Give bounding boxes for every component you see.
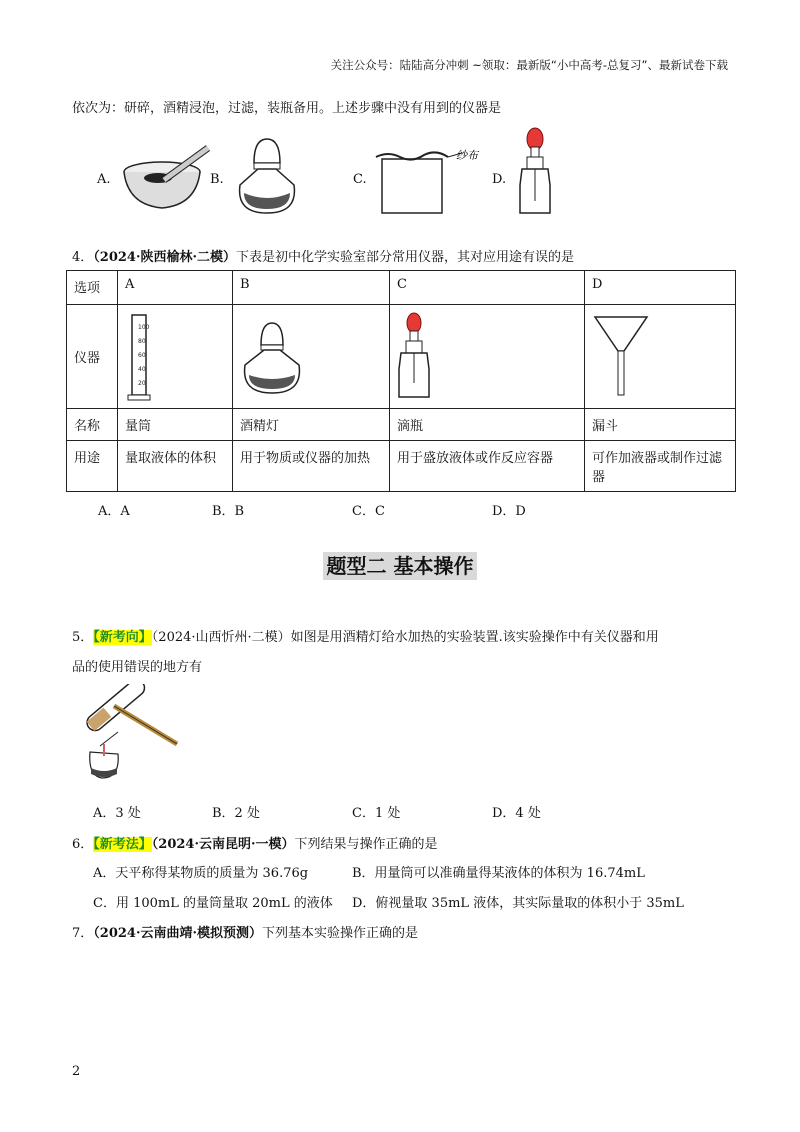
cylinder-mark: 60 bbox=[138, 352, 146, 359]
row-label: 名称 bbox=[67, 409, 118, 441]
table-cell: 滴瓶 bbox=[390, 409, 585, 441]
header-note: 关注公众号：陆陆高分冲刺 ~领取：最新版“小中高考-总复习”、最新试卷下载 bbox=[330, 58, 728, 72]
q4-instrument-table bbox=[66, 270, 736, 492]
cylinder-mark: 80 bbox=[138, 338, 146, 345]
alcohol-lamp-image bbox=[237, 319, 307, 399]
q5-number: 5． bbox=[72, 630, 94, 645]
q6-number: 6． bbox=[72, 837, 94, 852]
q4-number: 4． bbox=[72, 250, 94, 265]
q3-option-b: B. bbox=[210, 172, 224, 187]
q6-stem: 下列结果与操作正确的是 bbox=[294, 837, 438, 852]
table-cell: C bbox=[390, 271, 585, 305]
page-number: 2 bbox=[72, 1064, 81, 1079]
q5-question bbox=[72, 626, 659, 645]
beaker-gauze-image bbox=[370, 145, 480, 217]
table-cell: 酒精灯 bbox=[233, 409, 390, 441]
table-cell bbox=[585, 305, 736, 409]
table-cell bbox=[118, 305, 233, 409]
q5-answer-d: D．4 处 bbox=[492, 806, 541, 821]
row-label: 仪器 bbox=[67, 305, 118, 409]
cylinder-mark: 40 bbox=[138, 366, 146, 373]
q4-answer-d: D．D bbox=[492, 504, 526, 519]
alcohol-lamp-image bbox=[232, 133, 302, 218]
q4-stem: 下表是初中化学实验室部分常用仪器，其对应用途有误的是 bbox=[236, 250, 575, 265]
gauze-label: 纱布 bbox=[456, 149, 478, 162]
q7-number: 7． bbox=[72, 926, 94, 941]
q6-option-c: C．用 100mL 的量筒量取 20mL 的液体 bbox=[93, 896, 333, 911]
section-title bbox=[0, 550, 800, 579]
table-cell: 量取液体的体积 bbox=[118, 441, 233, 492]
row-label: 用途 bbox=[67, 441, 118, 492]
section-title-text: 题型二 基本操作 bbox=[323, 552, 478, 580]
cylinder-mark: 100 bbox=[138, 324, 150, 331]
q7-stem: 下列基本实验操作正确的是 bbox=[262, 926, 419, 941]
dropper-bottle-image bbox=[510, 125, 560, 217]
q3-stem-line: 依次为：研碎，酒精浸泡，过滤，装瓶备用。上述步骤中没有用到的仪器是 bbox=[72, 101, 502, 116]
table-cell: D bbox=[585, 271, 736, 305]
q6-option-b: B．用量筒可以准确量得某液体的体积为 16.74mL bbox=[352, 866, 645, 881]
table-cell: 量筒 bbox=[118, 409, 233, 441]
q5-stem-line2: 品的使用错误的地方有 bbox=[72, 660, 203, 675]
table-row-instrument bbox=[67, 305, 736, 409]
table-cell: 漏斗 bbox=[585, 409, 736, 441]
q6-option-d: D．俯视量取 35mL 液体，其实际量取的体积小于 35mL bbox=[352, 896, 684, 911]
q3-option-d: D. bbox=[492, 172, 507, 187]
q5-stem-line1: （2024·山西忻州·二模）如图是用酒精灯给水加热的实验装置.该实验操作中有关仪器和用 bbox=[151, 630, 659, 645]
q6-tag: 【新考法】 bbox=[93, 837, 152, 852]
table-cell: 用于盛放液体或作反应容器 bbox=[390, 441, 585, 492]
row-label: 选项 bbox=[67, 271, 118, 305]
q5-answer-a: A．3 处 bbox=[93, 806, 141, 821]
funnel-image bbox=[591, 313, 651, 399]
q7-question bbox=[72, 922, 418, 941]
table-row-option bbox=[67, 271, 736, 305]
table-cell bbox=[390, 305, 585, 409]
q4-answer-c: C．C bbox=[352, 504, 385, 519]
mortar-pestle-image bbox=[120, 140, 215, 215]
dropper-bottle-image bbox=[394, 311, 434, 401]
graduated-cylinder-image bbox=[126, 311, 166, 403]
q6-source: （2024·云南昆明·一模） bbox=[151, 837, 295, 852]
table-row-name bbox=[67, 409, 736, 441]
q6-option-a: A．天平称得某物质的质量为 36.76g bbox=[93, 866, 309, 881]
cylinder-mark: 20 bbox=[138, 380, 146, 387]
q4-question bbox=[72, 246, 574, 265]
table-cell: B bbox=[233, 271, 390, 305]
q5-answer-b: B．2 处 bbox=[212, 806, 260, 821]
table-row-use bbox=[67, 441, 736, 492]
q4-source: （2024·陕西榆林·二模） bbox=[93, 250, 237, 265]
q5-tag: 【新考向】 bbox=[93, 630, 152, 645]
table-cell bbox=[233, 305, 390, 409]
table-cell: A bbox=[118, 271, 233, 305]
q7-source: （2024·云南曲靖·模拟预测） bbox=[93, 926, 263, 941]
table-cell: 用于物质或仪器的加热 bbox=[233, 441, 390, 492]
heating-apparatus-image bbox=[72, 684, 187, 784]
q4-answer-a: A．A bbox=[98, 504, 130, 519]
q3-option-c: C. bbox=[353, 172, 367, 187]
q5-answer-c: C．1 处 bbox=[352, 806, 401, 821]
q4-answer-b: B．B bbox=[212, 504, 245, 519]
q3-option-a: A. bbox=[97, 172, 111, 187]
table-cell: 可作加液器或制作过滤器 bbox=[585, 441, 736, 492]
q6-question bbox=[72, 833, 438, 852]
